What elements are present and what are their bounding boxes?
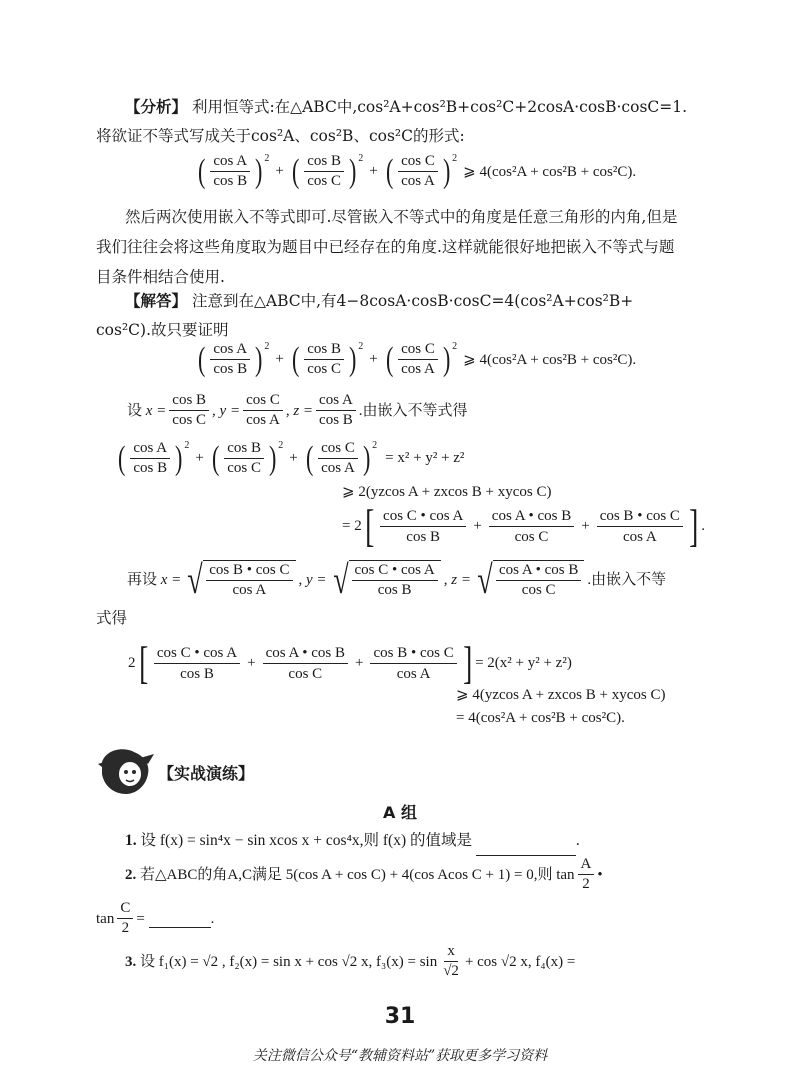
- chain1-row-3: = 2 [ $\frac{\text{cos C • cos A}}{\text{cos B}}$ + $\frac{\text{cos A • cos B}}{\text{cos C}}$ + $\frac{\text{cos B • cos C}}{\text{cos A}}$ ] .: [342, 500, 706, 551]
- resubstitution-line: 再设 x = √ $\frac{\text{cos B • cos C}}{\text{cos A}}$ , y = √ $\frac{\text{cos C • cos A}}{\text{cos B}}$ , z = √ $\frac{\text{cos A • cos B}}{\text{cos C}}$ .由嵌入不等: [127, 557, 667, 602]
- problem-2-number: 2.: [125, 866, 137, 883]
- display-equation-1: ( $\frac{\text{cos A}}{\text{cos B}}$ ) 2 + ( $\frac{\text{cos B}}{\text{cos C}}$ ) 2 + ( $\frac{\text{cos C}}{\text{cos A}}$ ) 2 ⩾ 4(cos²A + cos²B + cos²C).: [197, 152, 637, 190]
- resubstitution-cont: 式得: [96, 609, 128, 627]
- chain2-row-3: = 4(cos²A + cos²B + cos²C).: [456, 710, 625, 726]
- problem-1-blank[interactable]: [476, 837, 576, 856]
- solution-text-1: 注意到在△ABC中,有4−8cosA·cosB·cosC=4(cos²A+cos²B+: [191, 292, 634, 310]
- chain2-row-2: ⩾ 4(yzcos A + zxcos B + xycos C): [456, 687, 666, 703]
- problem-3-text: 设 f₁(x) = √2 , f₂(x) = sin x + cos √2 x, f₃(x) = sin: [140, 953, 438, 970]
- chain1-row-2: ⩾ 2(yzcos A + zxcos B + xycos C): [342, 484, 552, 500]
- analysis-line-1: [125, 92, 687, 122]
- problem-3: 3. 设 f₁(x) = √2 , f₂(x) = sin x + cos √2 x, f₃(x) = sin $\frac{x}{√2}$ + cos √2 x, f₄(x) =: [125, 943, 576, 979]
- practice-heading: 【实战演练】: [158, 764, 255, 783]
- analysis-text-1: 利用恒等式:在△ABC中,cos²A+cos²B+cos²C+2cosA·cosB·cosC=1.: [191, 98, 688, 116]
- solution-label: 【解答】: [125, 291, 188, 310]
- problem-2-blank[interactable]: [149, 909, 211, 928]
- mascot-icon: [96, 744, 158, 800]
- solution-line-1: [125, 286, 633, 316]
- analysis-para2-line3: 目条件相结合使用.: [96, 268, 225, 286]
- display-equation-2: ( $\frac{\text{cos A}}{\text{cos B}}$ ) 2 + ( $\frac{\text{cos B}}{\text{cos C}}$ ) 2 + ( $\frac{\text{cos C}}{\text{cos A}}$ ) 2 ⩾ 4(cos²A + cos²B + cos²C).: [197, 340, 637, 378]
- chain2-row-1: 2 [ $\frac{\text{cos C • cos A}}{\text{cos B}}$ + $\frac{\text{cos A • cos B}}{\text{cos C}}$ + $\frac{\text{cos B • cos C}}{\text{cos A}}$ ] = 2(x² + y² + z²): [128, 637, 572, 688]
- problem-2: 2. 若△ABC的角A,C满足 5(cos A + cos C) + 4(cos Acos C + 1) = 0,则 tan $\frac{A}{2}$ •: [125, 856, 603, 892]
- chain1-row-1: ( $\frac{\text{cos A}}{\text{cos B}}$ ) 2 + ( $\frac{\text{cos B}}{\text{cos C}}$ ) 2 + ( $\frac{\text{cos C}}{\text{cos A}}$ ) 2 = x² + y² + z²: [117, 439, 465, 477]
- problem-2-cont: tan $\frac{C}{2}$ = .: [96, 900, 215, 936]
- page-number: 31: [384, 1004, 416, 1029]
- analysis-para2-line2: 我们往往会将这些角度取为题目中已经存在的角度.这样就能很好地把嵌入不等式与题: [96, 238, 675, 256]
- group-title: A 组: [383, 803, 417, 822]
- problem-1-number: 1.: [125, 832, 137, 849]
- analysis-label: 【分析】: [125, 97, 188, 116]
- solution-line-2: cos²C).故只要证明: [96, 321, 229, 339]
- footer-note: 关注微信公众号“教辅资料站”获取更多学习资料: [252, 1048, 548, 1064]
- analysis-para2-line1: 然后两次使用嵌入不等式即可.尽管嵌入不等式中的角度是任意三角形的内角,但是: [125, 208, 678, 226]
- problem-1: 1. 设 f(x) = sin⁴x − sin xcos x + cos⁴x,则 f(x) 的值域是 .: [125, 826, 580, 856]
- problem-1-text: 设 f(x) = sin⁴x − sin xcos x + cos⁴x,则 f(x) 的值域是: [140, 832, 473, 849]
- problem-2-text: 若△ABC的角A,C满足 5(cos A + cos C) + 4(cos Acos C + 1) = 0,则 tan: [140, 866, 575, 883]
- problem-3-number: 3.: [125, 953, 137, 970]
- substitution-line: 设 x = $\frac{\text{cos B}}{\text{cos C}}$ , y = $\frac{\text{cos C}}{\text{cos A}}$ , z = $\frac{\text{cos A}}{\text{cos B}}$ .由嵌入不等式得: [127, 392, 468, 428]
- analysis-line-2: 将欲证不等式写成关于cos²A、cos²B、cos²C的形式:: [96, 127, 465, 145]
